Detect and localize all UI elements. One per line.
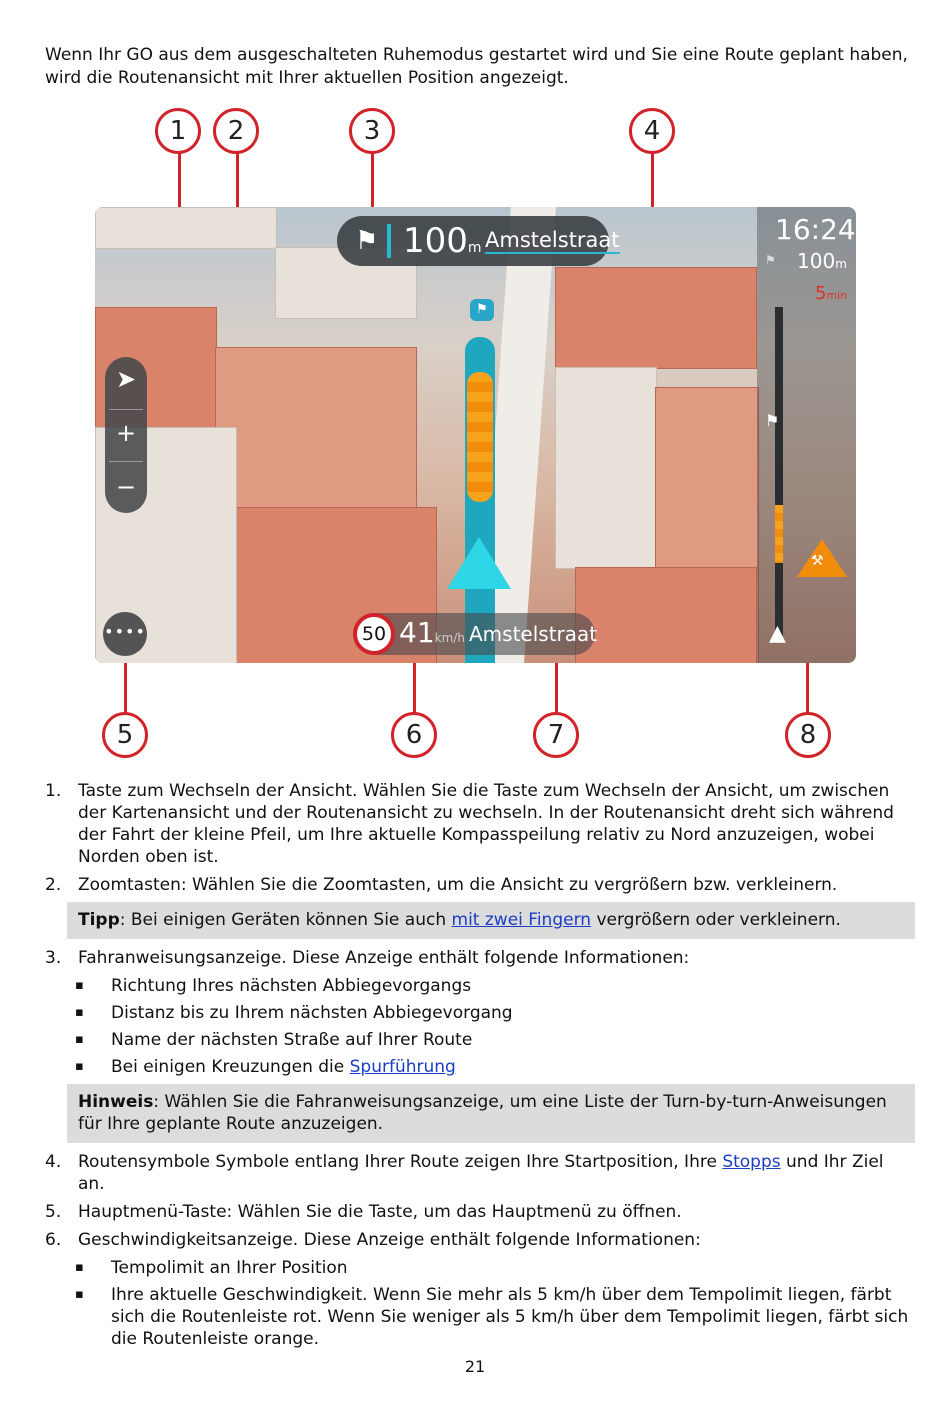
instruction-panel[interactable] xyxy=(337,216,620,266)
checkered-flag-icon: ⚑ xyxy=(355,226,379,256)
roadworks-worker-icon: ⚒ xyxy=(811,553,824,569)
list-item: 5. Hauptmenü-Taste: Wählen Sie die Taste, um das Hauptmenü zu öffnen. xyxy=(45,1202,682,1222)
current-position-arrow-icon xyxy=(447,537,511,589)
current-street: Amstelstraat xyxy=(469,622,598,646)
callout-1: 1 xyxy=(155,108,201,154)
bullet-item: ▪ Distanz bis zu Ihrem nächsten Abbiegevorgang xyxy=(75,1003,513,1023)
speed-panel[interactable] xyxy=(353,613,598,655)
stops-link[interactable]: Stopps xyxy=(722,1152,781,1172)
callout-5: 5 xyxy=(102,712,148,758)
speed-limit-sign: 50 xyxy=(353,613,395,655)
page-number: 21 xyxy=(464,1357,486,1376)
callout-8: 8 xyxy=(785,712,831,758)
list-item: 2. Zoomtasten: Wählen Sie die Zoomtasten, um die Ansicht zu vergrößern bzw. verkleinern. xyxy=(45,875,838,895)
main-menu-button[interactable]: •••• xyxy=(103,612,147,656)
traffic-segment xyxy=(467,372,493,502)
finish-flag-icon: ⚑ xyxy=(765,411,780,430)
remaining-distance: 100m xyxy=(797,249,847,273)
bullet-item: ▪ Tempolimit an Ihrer Position xyxy=(75,1258,348,1278)
zoom-controls xyxy=(105,357,147,513)
bullet-item: ▪ Richtung Ihres nächsten Abbiegevorgangs xyxy=(75,976,472,996)
list-item: 1. Taste zum Wechseln der Ansicht. Wählen Sie die Taste zum Wechseln der Ansicht, um zwischen der Kartenansicht und der Routenansicht zu wechseln. In der Routenansicht dreht sich während der Fahrt der kleine Pfeil, um Ihre aktuelle Kompasspeilung relativ zu Nord anzuzeigen, wobei Norden oben ist. xyxy=(45,781,894,867)
current-speed: 41km/h xyxy=(399,616,465,649)
current-position-marker-icon: ▲ xyxy=(769,621,786,646)
arrival-time: 16:24 xyxy=(775,213,856,246)
intro-paragraph: Wenn Ihr GO aus dem ausgeschalteten Ruhemodus gestartet wird und Sie eine Route geplant haben, wird die Routenansicht mit Ihrer aktuellen Position angezeigt. xyxy=(45,45,908,88)
route-bar[interactable] xyxy=(757,207,856,663)
finish-small-icon: ⚑ xyxy=(765,253,776,267)
zoom-out-button[interactable]: − xyxy=(115,473,137,501)
bullet-item: ▪ Bei einigen Kreuzungen die Spurführung xyxy=(75,1057,456,1077)
zoom-in-button[interactable]: + xyxy=(115,419,137,447)
tip-box: Tipp: Bei einigen Geräten können Sie auch mit zwei Fingern vergrößern oder verkleinern. xyxy=(67,902,915,939)
route-view-figure xyxy=(0,100,950,770)
bullet-item: ▪ Ihre aktuelle Geschwindigkeit. Wenn Sie mehr als 5 km/h über dem Tempolimit liegen, färbt sich die Routenleiste rot. Wenn Sie weniger als 5 km/h über dem Tempolimit liegen, färbt sich die Routenleiste orange. xyxy=(75,1285,909,1349)
instruction-distance: 100m xyxy=(403,221,482,261)
callout-6: 6 xyxy=(391,712,437,758)
callout-2: 2 xyxy=(213,108,259,154)
list-item: 3. Fahranweisungsanzeige. Diese Anzeige enthält folgende Informationen: xyxy=(45,948,690,968)
callout-4: 4 xyxy=(629,108,675,154)
callout-7: 7 xyxy=(533,712,579,758)
hint-box: Hinweis: Wählen Sie die Fahranweisungsanzeige, um eine Liste der Turn-by-turn-Anweisungen für Ihre geplante Route anzuzeigen. xyxy=(67,1084,915,1143)
lane-guidance-link[interactable]: Spurführung xyxy=(349,1057,456,1077)
bullet-item: ▪ Name der nächsten Straße auf Ihrer Route xyxy=(75,1030,473,1050)
callout-3: 3 xyxy=(349,108,395,154)
legend-list xyxy=(45,780,915,1355)
instruction-street: Amstelstraat xyxy=(485,228,620,252)
two-finger-link[interactable]: mit zwei Fingern xyxy=(451,910,592,930)
destination-flag-icon[interactable]: ⚑ xyxy=(470,299,494,321)
list-item: 4. Routensymbole Symbole entlang Ihrer Route zeigen Ihre Startposition, Ihre Stopps und Ihr Ziel an. xyxy=(45,1152,884,1194)
navigation-screen xyxy=(95,207,856,663)
arrow-icon: ➤ xyxy=(115,365,137,393)
delay-minutes: 5min xyxy=(815,283,848,304)
switch-view-button[interactable] xyxy=(105,357,147,401)
list-item: 6. Geschwindigkeitsanzeige. Diese Anzeige enthält folgende Informationen: xyxy=(45,1230,701,1250)
